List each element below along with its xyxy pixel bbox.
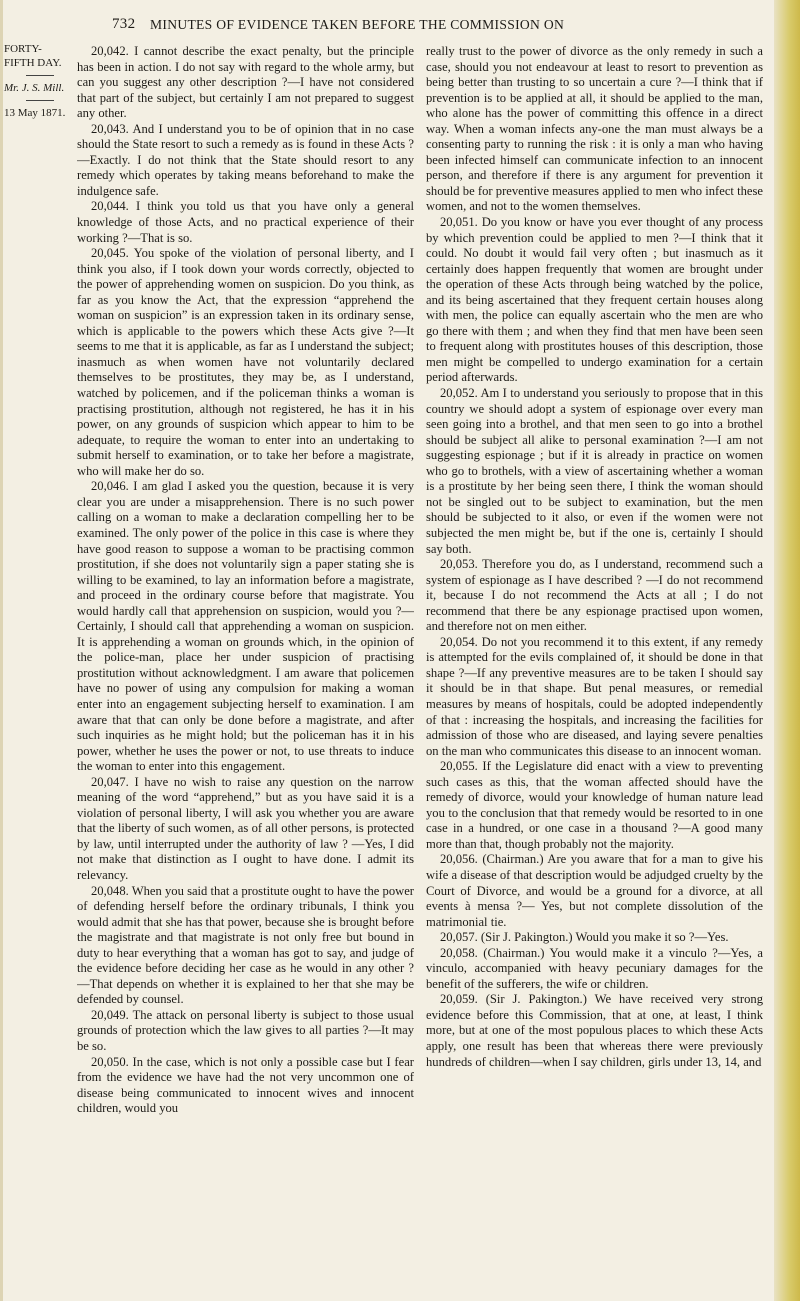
right-column [426, 44, 763, 1289]
paragraph: 20,055. If the Legislature did enact with a view to preventing such cases as this, that the woman affected should have the remedy of divorce, would your knowledge of human nature lead you to the conclusion that that remedy would be resorted to in one case in a hundred, or one case in a thousand ?—A good many more than that, though probably not the majority. [426, 759, 763, 851]
paragraph: 20,051. Do you know or have you ever thought of any process by which prevention could be applied to men ?—I think that it could. No doubt it would fail very often ; but inasmuch as it certainly does happen frequently that women are brought under the operation of these Acts through being watched by the police, and its being ascertained that they frequent certain houses along with men, the police can equally ascertain who the men are who go there with them ; and when they find that men have been seen to frequent along with prostitutes houses of this description, those men might be compelled to undergo examination for a certain period afterwards. [426, 215, 763, 385]
paragraph: 20,054. Do not you recommend it to this extent, if any remedy is attempted for the evils complained of, it should be done in that shape ?—If any preventive measures are to be taken I should say it should be in that shape. But penal measures, or remedial measures by means of hospitals, could be adopted independently of that : increasing the hospitals, and increasing the facilities for admission of those who are diseased, and laying severe penalties on the man who communicates this disease to an innocent woman. [426, 634, 763, 758]
paragraph: 20,047. I have no wish to raise any question on the narrow meaning of the word “apprehend,” but as you have said it is a violation of personal liberty, I will ask you whether you are aware that the liberty of such women, as of all other persons, is protected by law, until interrupted under the authority of law ? —Yes, I did not make that distinction as I ought to have done. I admit its relevancy. [77, 774, 414, 882]
paragraph: 20,044. I think you told us that you have only a general knowledge of those Acts, and no practical experience of their working ?—That is so. [77, 199, 414, 245]
left-column [77, 44, 414, 1289]
margin-note [4, 42, 74, 120]
running-header [90, 14, 790, 36]
paragraph: 20,045. You spoke of the violation of personal liberty, and I think you also, if I took down your words correctly, objected to the power of apprehending women on suspicion. Do you think, as far as you know the Act, that the expression “apprehend the woman on suspicion” is an expression taken in its ordinary sense, which is applicable to the powers which these Acts give ?—It seems to me that it is applicable, as far as I understand the subject; inasmuch as when women have not voluntarily declared themselves to be prostitutes, they may be, as I understand, watched by policemen, and if the policeman thinks a woman is practising prostitution, although not registered, he has it in his power, on any grounds of suspicion which appear to him to be adequate, to require the woman to enter into an undertaking to submit herself to examination, or to take her before a magistrate, who will make her do so. [77, 246, 414, 478]
paragraph: 20,049. The attack on personal liberty is subject to those usual grounds of protection which the law gives to all parties ?—It may be so. [77, 1007, 414, 1053]
header-title: MINUTES OF EVIDENCE TAKEN BEFORE THE COMMISSION ON [150, 17, 565, 32]
paragraph: 20,056. (Chairman.) Are you aware that for a man to give his wife a disease of that description would be adjudged cruelty by the Court of Divorce, and would be a ground for a divorce, at all events à mensa ?— Yes, but not complete dissolution of the matrimonial tie. [426, 852, 763, 929]
page-number: 732 [112, 16, 136, 32]
margin-date: 13 May 1871. [4, 107, 66, 119]
paragraph: 20,059. (Sir J. Pakington.) We have received very strong evidence before this Commission, that at one, at least, I think more, but at one of the most populous places to which these Acts apply, one result has been that whereas there were previously hundreds of children—when I say children, girls under 13, 14, and [426, 992, 763, 1069]
paragraph: 20,050. In the case, which is not only a possible case but I fear from the evidence we have had the not very uncommon one of disease being communicated to innocent wives and innocent children, would you [77, 1054, 414, 1116]
paragraph: 20,052. Am I to understand you seriously to propose that in this country we should adopt a system of espionage over every man seen going into a brothel, and that men seen to go into a brothel should be subject all alike to personal examination ?—I am not suggesting espionage ; but if it is already in practice on women who go to brothels, with a view of ascertaining whether a woman is a prostitute by her being seen there, I think the woman should not be singled out to be subject to examination, but the men should be subjected to it also, or even if the women were not subjected the men might be, but if the one is, certainly I should say both. [426, 386, 763, 556]
paragraph: really trust to the power of divorce as the only remedy in such a case, should you not endeavour at least to resort to prevention as being better than trusting to so uncertain a cure ?—I think that if prevention is to be applied at all, it should be applied to the man, who alone has the power of committing this offence in a direct way. When a woman infects any-one the man must always be a consenting party to running the risk : it is only a man who having been infected himself can communicate infection to an innocent person, and therefore if there is any argument for prevention it should be for preventive measures applied to men who infect these women, and not to the women themselves. [426, 44, 763, 214]
margin-day-line2: FIFTH DAY. [4, 57, 62, 69]
margin-rule [26, 75, 54, 76]
paragraph: 20,046. I am glad I asked you the question, because it is very clear you are under a misapprehension. There is no such power calling on a woman to make a declaration compelling her to be examined. The only power of the police in this case is where they have good reason to suppose a woman to be practising common prostitution, if she does not voluntarily sign a paper stating she is willing to be examined, to lay an information before a magistrate, and proceed in the ordinary course before that magistrate. You would hardly call that apprehension on suspicion, would you ?—Certainly, I should call that apprehending a woman on suspicion. It is apprehending a woman on grounds which, in the opinion of the police-man, place her under suspicion of practising prostitution without acknowledgment. I am aware that policemen have no power of using any compulsion for making a woman enter into an engagement subjecting herself to examination. I am aware that that can only be done before a magistrate, and after such inquiries as he might hold; but the policeman has it in his power, whether he uses the power or not, to use threats to induce the woman to enter into this engagement. [77, 479, 414, 774]
paragraph: 20,042. I cannot describe the exact penalty, but the principle has been in action. I do not say with regard to the whole army, but can you suggest any other description ?—I have not considered that part of the subject, but certainly I am not prepared to suggest any other. [77, 44, 414, 121]
page-left-edge [0, 0, 3, 1301]
paragraph: 20,043. And I understand you to be of opinion that in no case should the State resort to such a remedy as is found in these Acts ?—Exactly. I do not think that the State should resort to any remedy which operates by taking means beforehand to make the indulgence safe. [77, 121, 414, 198]
margin-speaker: Mr. J. S. Mill. [4, 82, 65, 94]
margin-day-line1: FORTY- [4, 43, 42, 55]
paragraph: 20,048. When you said that a prostitute ought to have the power of defending herself before the ordinary tribunals, I think you would admit that she has that power, because she is brought before the magistrate and that magistrate is not only free but bound in duty to hear everything that a woman has got to say, and judge of the evidence before deciding her case as he would in any other ?—That depends on whether it is explained to her that she may be defended by counsel. [77, 883, 414, 1007]
paragraph: 20,053. Therefore you do, as I understand, recommend such a system of espionage as I have described ? —I do not recommend it, because I do not recommend the Acts at all ; I do not recommend that there be any espionage practised upon women, and therefore not on men either. [426, 557, 763, 634]
paragraph: 20,058. (Chairman.) You would make it a vinculo ?—Yes, a vinculo, accompanied with heavy pecuniary damages for the benefit of the sufferers, the wife or children. [426, 945, 763, 991]
page-right-edge [774, 0, 800, 1301]
margin-rule [26, 100, 54, 101]
paragraph: 20,057. (Sir J. Pakington.) Would you make it so ?—Yes. [440, 930, 729, 945]
